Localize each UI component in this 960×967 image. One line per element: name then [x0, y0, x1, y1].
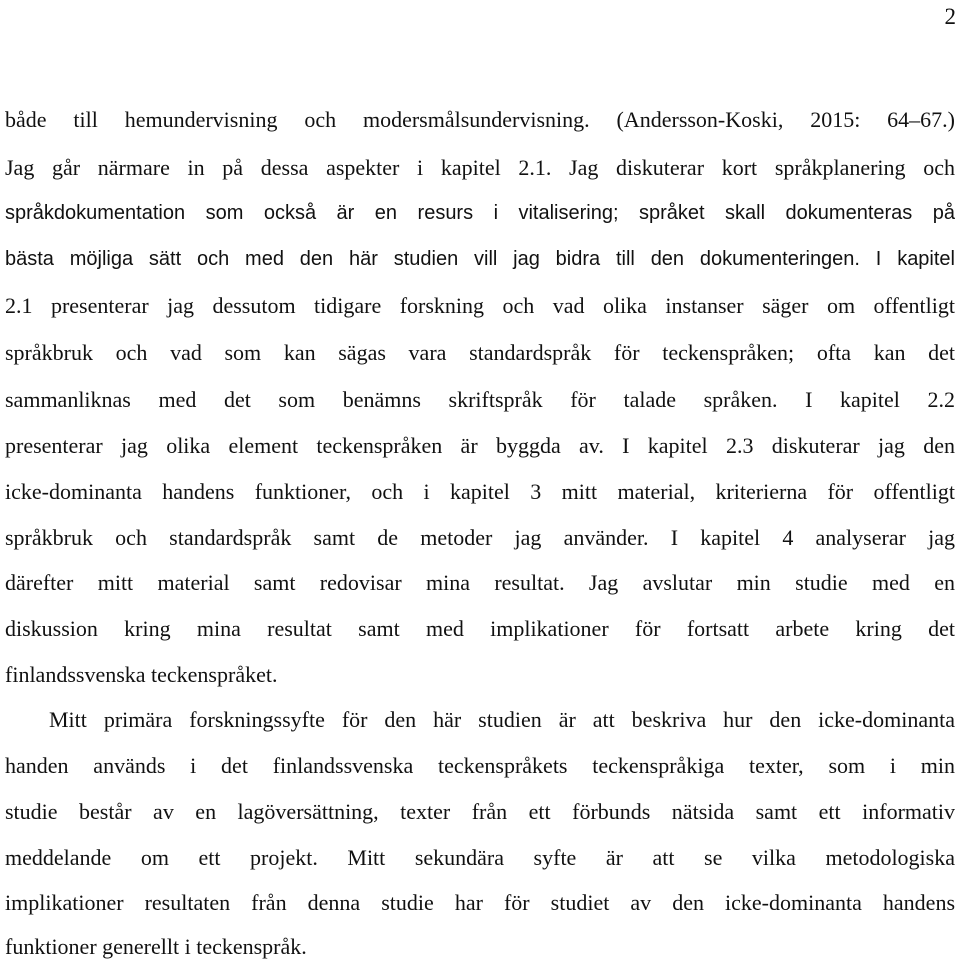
text-line: meddelande om ett projekt. Mitt sekundära syfte är att se vilka metodologiska — [5, 845, 955, 870]
text-line: därefter mitt material samt redovisar mina resultat. Jag avslutar min studie med en — [5, 570, 955, 595]
text-line: implikationer resultaten från denna studie har för studiet av den icke-dominanta handens — [5, 890, 955, 915]
text-line: handen används i det finlandssvenska teckenspråkets teckenspråkiga texter, som i min — [5, 753, 955, 778]
text-line: språkbruk och vad som kan sägas vara standardspråk för teckenspråken; ofta kan det — [5, 340, 955, 365]
text-line: språkbruk och standardspråk samt de metoder jag använder. I kapitel 4 analyserar jag — [5, 525, 955, 550]
text-line: sammanliknas med det som benämns skriftspråk för talade språken. I kapitel 2.2 — [5, 387, 955, 412]
text-line: finlandssvenska teckenspråket. — [5, 662, 278, 687]
text-line: språkdokumentation som också är en resurs i vitalisering; språket skall dokumenteras på — [5, 202, 955, 224]
text-line: både till hemundervisning och modersmålsundervisning. (Andersson-Koski, 2015: 64–67.) — [5, 107, 955, 132]
text-line: bästa möjliga sätt och med den här studien vill jag bidra till den dokumenteringen. I kapitel — [5, 248, 955, 270]
text-line: 2.1 presenterar jag dessutom tidigare forskning och vad olika instanser säger om offentligt — [5, 293, 955, 318]
text-line: studie består av en lagöversättning, texter från ett förbunds nätsida samt ett informativ — [5, 799, 955, 824]
text-line: Mitt primära forskningssyfte för den här studien är att beskriva hur den icke-dominanta — [49, 707, 955, 732]
text-line: diskussion kring mina resultat samt med implikationer för fortsatt arbete kring det — [5, 616, 955, 641]
text-line: presenterar jag olika element teckenspråken är byggda av. I kapitel 2.3 diskuterar jag den — [5, 433, 955, 458]
text-line: Jag går närmare in på dessa aspekter i kapitel 2.1. Jag diskuterar kort språkplanering och — [5, 155, 955, 180]
page-number: 2 — [944, 4, 956, 29]
text-line: funktioner generellt i teckenspråk. — [5, 934, 307, 959]
text-line: icke-dominanta handens funktioner, och i kapitel 3 mitt material, kriterierna för offentligt — [5, 479, 955, 504]
